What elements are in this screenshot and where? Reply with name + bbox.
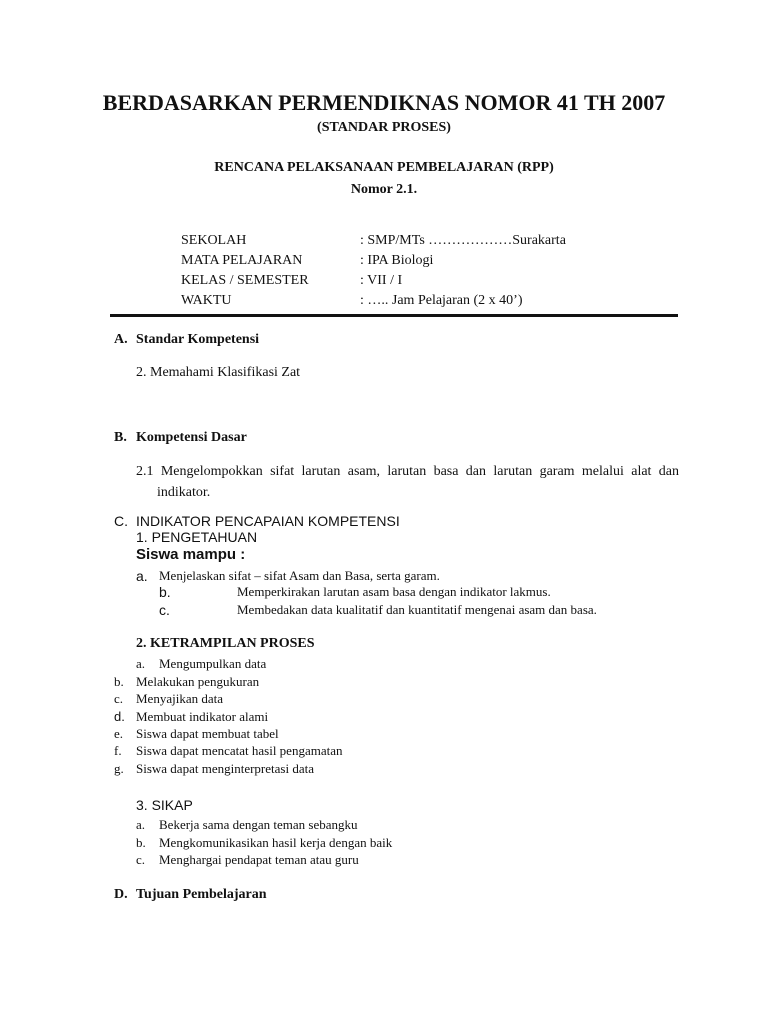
ketrampilan-marker-d: d. (114, 709, 125, 724)
ketrampilan-item-g: Siswa dapat menginterpretasi data (136, 761, 314, 776)
pengetahuan-heading: 1. PENGETAHUAN (136, 529, 258, 545)
sikap-marker-b: b. (136, 835, 146, 850)
pengetahuan-marker-a: a. (136, 568, 148, 584)
ketrampilan-marker-a: a. (136, 656, 146, 671)
ketrampilan-item-d: Membuat indikator alami (136, 709, 269, 724)
pengetahuan-item-c: Membedakan data kualitatif dan kuantitatif mengenai asam dan basa. (237, 602, 597, 617)
ketrampilan-item-e: Siswa dapat membuat tabel (136, 726, 279, 741)
section-c-title: INDIKATOR PENCAPAIAN KOMPETENSI (136, 513, 400, 529)
info-value-mata-pelajaran: : IPA Biologi (360, 253, 434, 268)
info-label-sekolah: SEKOLAH (181, 233, 247, 248)
info-label-kelas-semester: KELAS / SEMESTER (181, 273, 309, 288)
section-a-letter: A. (114, 332, 128, 347)
rpp-number: Nomor 2.1. (350, 182, 418, 197)
pengetahuan-item-b: Memperkirakan larutan asam basa dengan indikator lakmus. (237, 584, 551, 599)
ketrampilan-marker-f: f. (114, 743, 122, 758)
sikap-heading: 3. SIKAP (136, 797, 193, 813)
ketrampilan-item-c: Menyajikan data (136, 691, 223, 706)
document-title: BERDASARKAN PERMENDIKNAS NOMOR 41 TH 2007 (102, 90, 666, 115)
info-value-waktu: : ….. Jam Pelajaran (2 x 40’) (360, 293, 523, 308)
ketrampilan-item-a: Mengumpulkan data (159, 656, 267, 671)
section-b-title: Kompetensi Dasar (136, 430, 247, 445)
siswa-mampu-label: Siswa mampu : (136, 546, 246, 563)
section-a-text: 2. Memahami Klasifikasi Zat (136, 365, 301, 380)
info-value-kelas-semester: : VII / I (360, 273, 403, 288)
document-subtitle: (STANDAR PROSES) (317, 120, 451, 135)
pengetahuan-marker-b: b. (159, 584, 171, 600)
section-b-paragraph: 2.1 Mengelompokkan sifat larutan asam, larutan basa dan larutan garam melalui alat dan indikator. (136, 464, 679, 500)
section-d-title: Tujuan Pembelajaran (136, 887, 267, 902)
sikap-marker-a: a. (136, 817, 146, 832)
info-label-mata-pelajaran: MATA PELAJARAN (181, 253, 303, 268)
section-a-title: Standar Kompetensi (136, 332, 260, 347)
ketrampilan-marker-c: c. (114, 691, 124, 706)
section-b-letter: B. (114, 430, 127, 445)
ketrampilan-heading: 2. KETRAMPILAN PROSES (136, 636, 315, 651)
pengetahuan-marker-c: c. (159, 602, 170, 618)
ketrampilan-item-b: Melakukan pengukuran (136, 674, 260, 689)
sikap-item-a: Bekerja sama dengan teman sebangku (159, 817, 358, 832)
info-value-sekolah: : SMP/MTs ………………Surakarta (360, 233, 566, 248)
info-label-waktu: WAKTU (181, 293, 232, 308)
header-divider (110, 314, 678, 317)
sikap-item-b: Mengkomunikasikan hasil kerja dengan baik (159, 835, 393, 850)
section-c-letter: C. (114, 513, 128, 529)
rpp-title: RENCANA PELAKSANAAN PEMBELAJARAN (RPP) (214, 160, 554, 175)
pengetahuan-item-a: Menjelaskan sifat – sifat Asam dan Basa, serta garam. (159, 568, 440, 583)
section-b-text (136, 461, 679, 503)
ketrampilan-marker-b: b. (114, 674, 124, 689)
sikap-item-c: Menghargai pendapat teman atau guru (159, 852, 359, 867)
ketrampilan-item-f: Siswa dapat mencatat hasil pengamatan (136, 743, 343, 758)
ketrampilan-marker-g: g. (114, 761, 124, 776)
section-d-letter: D. (114, 887, 128, 902)
ketrampilan-marker-e: e. (114, 726, 124, 741)
sikap-marker-c: c. (136, 852, 146, 867)
